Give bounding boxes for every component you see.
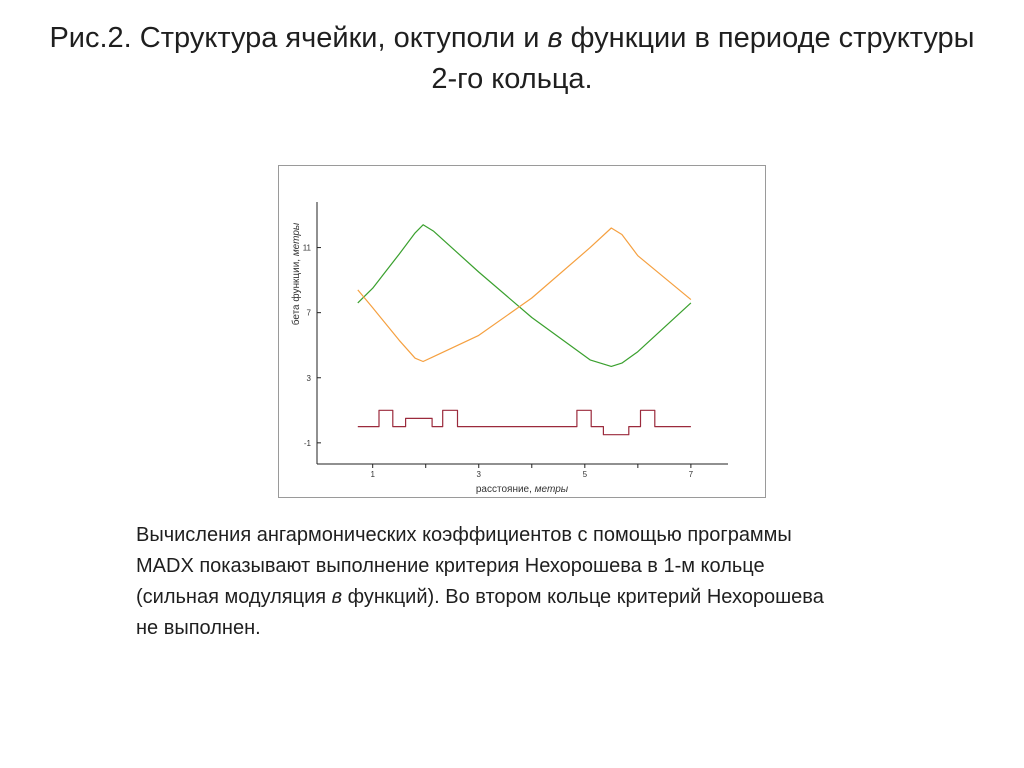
body-text-part1: Вычисления ангармонических коэффициентов с помощью программы MADX показывают выполнение критерия Нехорошева в 1-м кольце (сильная модуляция: [136, 524, 792, 608]
y-axis-label-plain: бета функции,: [291, 256, 302, 326]
y-tick-label: 7: [306, 308, 311, 318]
x-axis-label: [476, 484, 569, 495]
chart-series: [358, 225, 691, 435]
body-text-beta: в: [331, 586, 343, 608]
orange-beta-line: [358, 228, 691, 362]
x-tick-label: 7: [688, 470, 694, 479]
slide-title-beta: в: [547, 22, 563, 54]
y-tick-label: 3: [306, 373, 311, 383]
body-paragraph: [136, 520, 836, 644]
y-tick-label: -1: [303, 438, 311, 448]
octupole-step-line: [358, 410, 691, 434]
y-axis-label-italic: метры: [291, 222, 302, 257]
slide-title-part2: функции в периоде структуры 2-го кольца.: [431, 22, 975, 95]
y-axis-label: [290, 222, 302, 325]
chart-canvas: [279, 166, 767, 499]
x-tick-label: 5: [582, 470, 588, 479]
x-axis-label-plain: расстояние,: [475, 484, 535, 495]
slide-title-part1: Рис.2. Структура ячейки, октуполи и: [49, 22, 548, 54]
green-beta-line: [358, 225, 691, 367]
beta-function-chart: [278, 165, 766, 498]
slide-title: [40, 18, 984, 100]
x-tick-label: 3: [476, 470, 481, 479]
chart-ticks: [303, 244, 694, 479]
x-tick-label: 1: [370, 470, 375, 479]
x-axis-label-italic: метры: [534, 484, 569, 495]
body-text-part2: функций). Во втором кольце критерий Нехорошева не выполнен.: [136, 586, 824, 639]
y-tick-label: 11: [302, 243, 311, 253]
